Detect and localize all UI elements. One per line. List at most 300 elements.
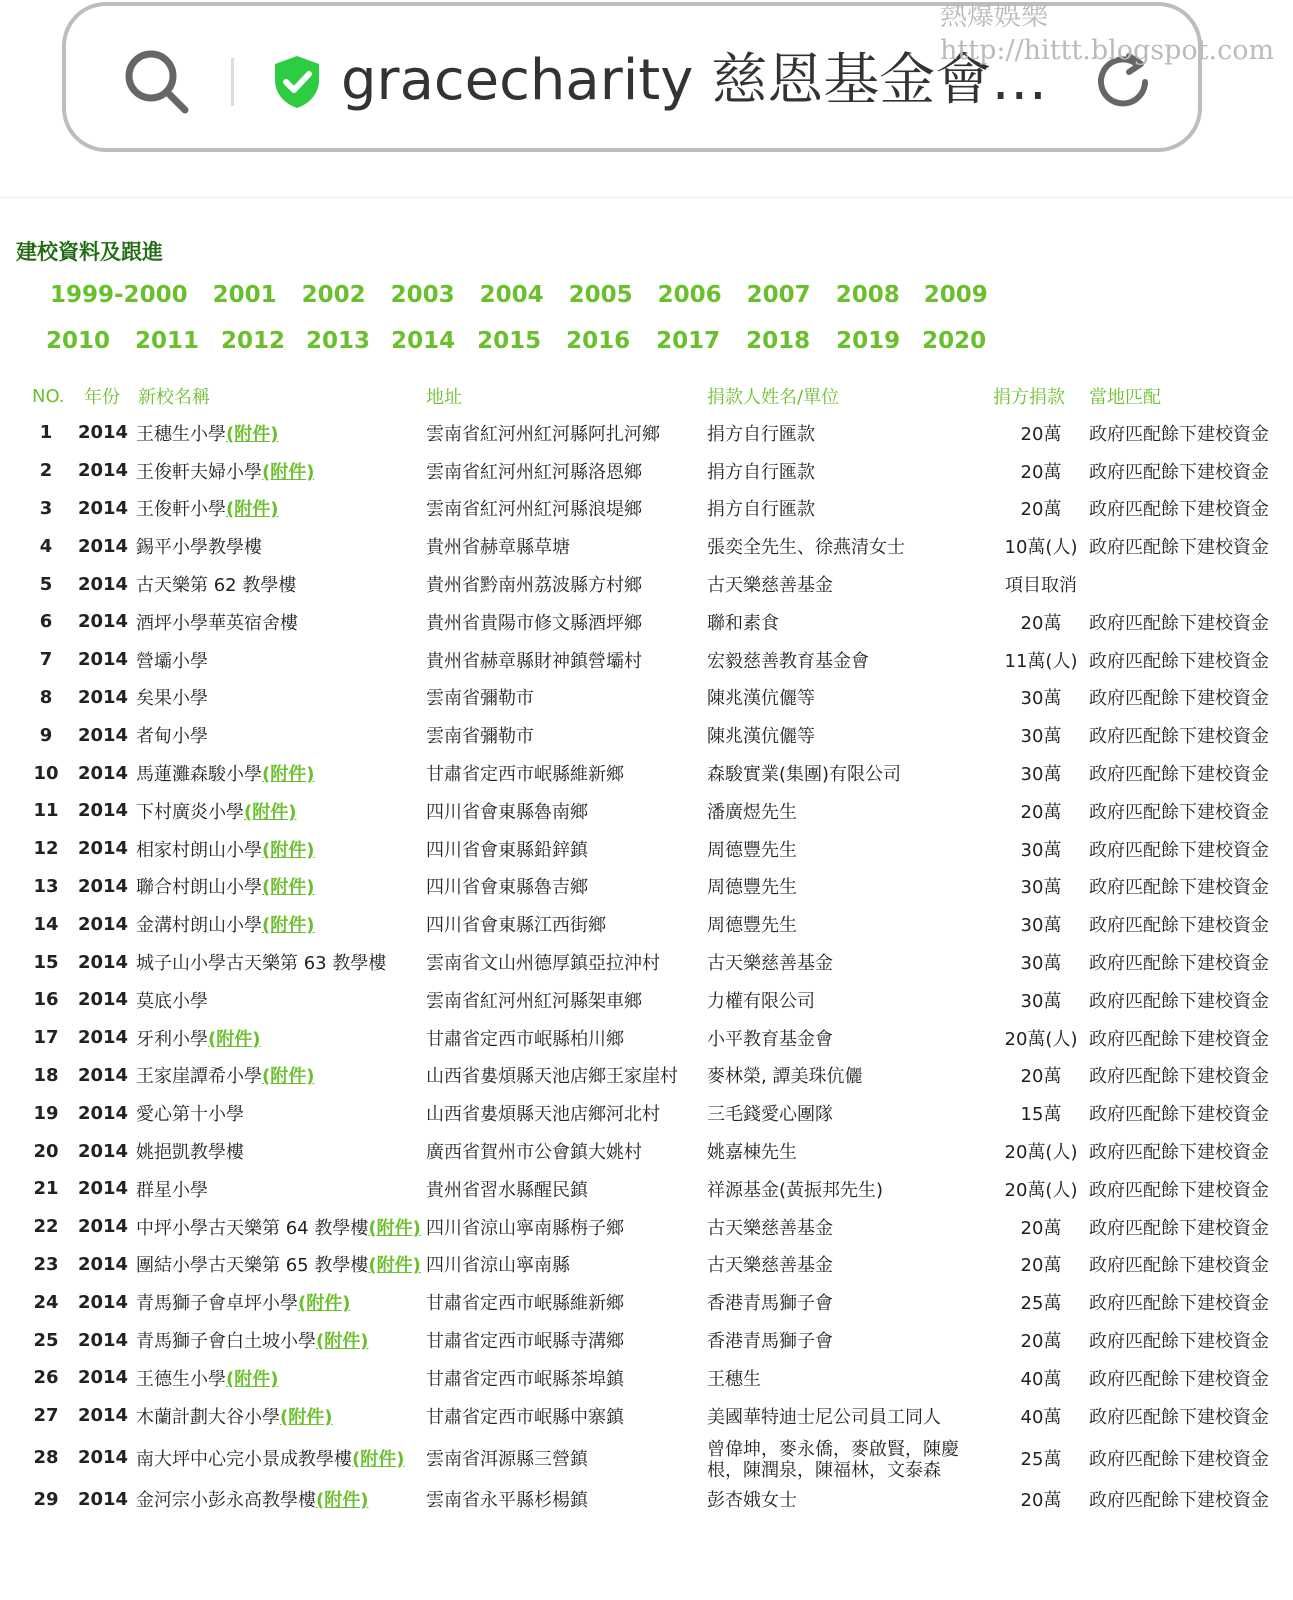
- row-amount: 20萬: [1020, 1217, 1062, 1239]
- school-name-text: 城子山小學古天樂第 63 教學樓: [136, 953, 387, 975]
- row-year: 2014: [77, 497, 129, 519]
- school-name-text: 酒坪小學華英宿舍樓: [136, 612, 298, 634]
- school-name-text: 王家崖譚希小學: [136, 1066, 262, 1088]
- row-number: 22: [33, 1216, 59, 1238]
- row-school-name: [136, 943, 426, 981]
- row-school-name: [136, 679, 426, 717]
- school-name-text: 群星小學: [136, 1179, 208, 1201]
- attachment-link[interactable]: (附件): [262, 764, 315, 786]
- year-link-2010[interactable]: 2010: [46, 328, 111, 354]
- attachment-link[interactable]: (附件): [352, 1448, 405, 1470]
- school-name-text: 王穗生小學: [136, 423, 226, 445]
- row-match: 政府匹配餘下建校資金: [1089, 612, 1269, 634]
- row-number: 13: [33, 875, 59, 897]
- row-year: 2014: [77, 1027, 129, 1049]
- school-name-text: 團結小學古天樂第 65 教學樓: [136, 1255, 369, 1277]
- attachment-link[interactable]: (附件): [226, 423, 279, 445]
- row-donor: 力權有限公司: [707, 990, 815, 1012]
- row-number: 15: [33, 951, 59, 973]
- row-match: 政府匹配餘下建校資金: [1089, 953, 1269, 975]
- year-link-2009[interactable]: 2009: [923, 282, 988, 308]
- row-school-name: [136, 981, 426, 1019]
- row-donor: 潘廣煜先生: [707, 801, 797, 823]
- row-amount: 20萬(人): [1004, 1142, 1078, 1164]
- year-links-row-1: [50, 282, 988, 308]
- row-school-name: [136, 1170, 426, 1208]
- row-number: 11: [33, 800, 59, 822]
- school-table: [22, 378, 1269, 1518]
- row-address: 雲南省紅河州紅河縣架車鄉: [426, 990, 642, 1012]
- watermark-url: http://hittt.blogspot.com: [940, 35, 1275, 66]
- row-school-name: [136, 1208, 426, 1246]
- year-link-2017[interactable]: 2017: [656, 328, 721, 354]
- row-year: 2014: [77, 573, 129, 595]
- row-match: 政府匹配餘下建校資金: [1089, 688, 1269, 710]
- year-link-2011[interactable]: 2011: [135, 328, 200, 354]
- row-donor: 古天樂慈善基金: [707, 575, 833, 597]
- row-donor: 彭杏娥女士: [707, 1490, 797, 1512]
- row-amount: 20萬: [1020, 423, 1062, 445]
- row-address: 甘肅省定西市岷縣維新鄉: [426, 764, 624, 786]
- row-school-name: [136, 1283, 426, 1321]
- row-school-name: [136, 603, 426, 641]
- row-address: 四川省會東縣魯南鄉: [426, 801, 588, 823]
- row-number: 8: [39, 686, 53, 708]
- row-year: 2014: [77, 686, 129, 708]
- row-amount: 20萬: [1020, 801, 1062, 823]
- row-address: 甘肅省定西市岷縣維新鄉: [426, 1293, 624, 1315]
- row-amount: 20萬: [1020, 499, 1062, 521]
- col-header-school-name: 新校名稱: [138, 387, 210, 408]
- row-number: 18: [33, 1064, 59, 1086]
- row-school-name: [136, 1132, 426, 1170]
- row-donor: 周德豐先生: [707, 915, 797, 937]
- table-row: [22, 527, 1269, 565]
- row-address: 廣西省賀州市公會鎮大姚村: [426, 1142, 642, 1164]
- row-number: 20: [33, 1140, 59, 1162]
- row-amount: 30萬: [1020, 839, 1062, 861]
- row-number: 4: [39, 535, 53, 557]
- row-amount: 20萬: [1020, 612, 1062, 634]
- row-match: 政府匹配餘下建校資金: [1089, 537, 1269, 559]
- school-name-text: 聯合村朗山小學: [136, 877, 262, 899]
- row-number: 2: [39, 460, 53, 482]
- row-address: 山西省婁煩縣天池店鄉王家崖村: [426, 1066, 678, 1088]
- year-link-2016[interactable]: 2016: [566, 328, 631, 354]
- attachment-link[interactable]: (附件): [316, 1331, 369, 1353]
- row-year: 2014: [77, 838, 129, 860]
- row-number: 26: [33, 1367, 59, 1389]
- row-school-name: [136, 527, 426, 565]
- row-school-name: [136, 1019, 426, 1057]
- school-name-text: 錫平小學教學樓: [136, 537, 262, 559]
- row-donor: 古天樂慈善基金: [707, 953, 833, 975]
- row-year: 2014: [77, 1291, 129, 1313]
- attachment-link[interactable]: (附件): [226, 499, 279, 521]
- row-match: 政府匹配餘下建校資金: [1089, 877, 1269, 899]
- row-address: 山西省婁煩縣天池店鄉河北村: [426, 1104, 660, 1126]
- row-match: 政府匹配餘下建校資金: [1089, 1255, 1269, 1277]
- school-name-text: 下村廣炎小學: [136, 801, 244, 823]
- school-name-text: 金溝村朗山小學: [136, 915, 262, 937]
- table-header-row: [22, 378, 1269, 414]
- row-match: 政府匹配餘下建校資金: [1089, 990, 1269, 1012]
- row-amount: 20萬: [1020, 461, 1062, 483]
- row-school-name: [136, 716, 426, 754]
- school-name-text: 王俊軒小學: [136, 499, 226, 521]
- row-amount: 10萬(人): [1004, 537, 1078, 559]
- year-link-2008[interactable]: 2008: [835, 282, 900, 308]
- table-row: [22, 792, 1269, 830]
- col-header-no: NO.: [32, 385, 65, 407]
- table-row: [22, 1170, 1269, 1208]
- row-number: 10: [33, 762, 59, 784]
- school-name-text: 相家村朗山小學: [136, 839, 262, 861]
- row-year: 2014: [77, 800, 129, 822]
- row-amount: 40萬: [1020, 1406, 1062, 1428]
- row-match: 政府匹配餘下建校資金: [1089, 461, 1269, 483]
- row-school-name: [136, 1397, 426, 1435]
- year-link-2012[interactable]: 2012: [221, 328, 286, 354]
- row-donor: 麥林榮, 譚美珠伉儷: [707, 1066, 863, 1088]
- row-year: 2014: [77, 951, 129, 973]
- row-address: 四川省涼山寧南縣: [426, 1255, 570, 1277]
- attachment-link[interactable]: (附件): [298, 1293, 351, 1315]
- row-number: 14: [33, 913, 59, 935]
- url-bar-divider: [231, 58, 234, 106]
- table-row: [22, 452, 1269, 490]
- row-match: 政府匹配餘下建校資金: [1089, 726, 1269, 748]
- row-number: 28: [33, 1447, 59, 1469]
- table-row: [22, 716, 1269, 754]
- row-address: 貴州省黔南州荔波縣方村鄉: [426, 575, 642, 597]
- row-amount: 11萬(人): [1004, 650, 1078, 672]
- row-year: 2014: [77, 875, 129, 897]
- table-row: [22, 490, 1269, 528]
- row-amount: 20萬: [1020, 1255, 1062, 1277]
- row-school-name: [136, 1435, 426, 1481]
- year-link-2019[interactable]: 2019: [836, 328, 901, 354]
- row-number: 12: [33, 838, 59, 860]
- row-amount: 30萬: [1020, 877, 1062, 899]
- row-address: 四川省涼山寧南縣栴子鄉: [426, 1217, 624, 1239]
- row-number: 1: [39, 422, 53, 444]
- row-donor: 捐方自行匯款: [707, 423, 815, 445]
- row-amount: 25萬: [1020, 1293, 1062, 1315]
- school-name-text: 馬蓮灘森駿小學: [136, 764, 262, 786]
- table-row: [22, 1481, 1269, 1519]
- watermark: [940, 0, 1274, 68]
- school-name-text: 營壩小學: [136, 650, 208, 672]
- table-row: [22, 603, 1269, 641]
- row-donor: 香港青馬獅子會: [707, 1331, 833, 1353]
- row-school-name: [136, 792, 426, 830]
- row-address: 四川省會東縣魯吉鄉: [426, 877, 588, 899]
- row-amount: 30萬: [1020, 764, 1062, 786]
- row-amount: 15萬: [1020, 1104, 1062, 1126]
- row-address: 雲南省洱源縣三營鎮: [426, 1448, 588, 1470]
- row-amount: 30萬: [1020, 953, 1062, 975]
- attachment-link[interactable]: (附件): [262, 839, 315, 861]
- row-school-name: [136, 1094, 426, 1132]
- row-address: 雲南省彌勒市: [426, 688, 534, 710]
- row-school-name: [136, 1321, 426, 1359]
- row-address: 貴州省赫章縣財神鎮營壩村: [426, 650, 642, 672]
- attachment-link[interactable]: (附件): [226, 1368, 279, 1390]
- row-donor: 聯和素食: [707, 612, 779, 634]
- watermark-title: 熱爆娛樂: [940, 1, 1048, 32]
- row-number: 24: [33, 1291, 59, 1313]
- table-row: [22, 868, 1269, 906]
- table-row: [22, 565, 1269, 603]
- row-year: 2014: [77, 1488, 129, 1510]
- col-header-address: 地址: [426, 387, 462, 408]
- table-row: [22, 1321, 1269, 1359]
- row-donor: 陳兆漢伉儷等: [707, 688, 815, 710]
- row-number: 6: [39, 611, 53, 633]
- table-row: [22, 981, 1269, 1019]
- row-school-name: [136, 1481, 426, 1519]
- row-school-name: [136, 868, 426, 906]
- row-year: 2014: [77, 1216, 129, 1238]
- school-name-text: 莫底小學: [136, 990, 208, 1012]
- row-match: 政府匹配餘下建校資金: [1089, 1179, 1269, 1201]
- row-amount: 30萬: [1020, 688, 1062, 710]
- attachment-link[interactable]: (附件): [316, 1490, 369, 1512]
- row-number: 23: [33, 1253, 59, 1275]
- school-name-text: 牙利小學: [136, 1028, 208, 1050]
- row-school-name: [136, 830, 426, 868]
- row-year: 2014: [77, 422, 129, 444]
- row-year: 2014: [77, 989, 129, 1011]
- school-name-text: 青馬獅子會卓坪小學: [136, 1293, 298, 1315]
- table-row: [22, 679, 1269, 717]
- table-row: [22, 1057, 1269, 1095]
- year-link-2003[interactable]: 2003: [390, 282, 455, 308]
- row-match: 政府匹配餘下建校資金: [1089, 801, 1269, 823]
- row-number: 27: [33, 1405, 59, 1427]
- row-match: 政府匹配餘下建校資金: [1089, 650, 1269, 672]
- row-amount: 項目取消: [1005, 575, 1077, 597]
- row-match: 政府匹配餘下建校資金: [1089, 764, 1269, 786]
- row-number: 16: [33, 989, 59, 1011]
- school-name-text: 姚挹凱教學樓: [136, 1142, 244, 1164]
- row-address: 甘肅省定西市岷縣茶埠鎮: [426, 1368, 624, 1390]
- year-links-row-2: [46, 328, 986, 354]
- row-school-name: [136, 1057, 426, 1095]
- row-match: 政府匹配餘下建校資金: [1089, 1368, 1269, 1390]
- year-link-2018[interactable]: 2018: [746, 328, 811, 354]
- school-name-text: 南大坪中心完小景成教學樓: [136, 1448, 352, 1470]
- row-donor: 古天樂慈善基金: [707, 1255, 833, 1277]
- row-donor: 三毛錢愛心團隊: [707, 1104, 833, 1126]
- col-header-match: 當地匹配: [1089, 387, 1161, 408]
- row-address: 四川省會東縣鉛鋅鎮: [426, 839, 588, 861]
- year-link-2004[interactable]: 2004: [479, 282, 544, 308]
- row-year: 2014: [77, 1253, 129, 1275]
- row-donor: 周德豐先生: [707, 839, 797, 861]
- school-name-text: 者甸小學: [136, 726, 208, 748]
- table-row: [22, 414, 1269, 452]
- row-school-name: [136, 414, 426, 452]
- row-match: 政府匹配餘下建校資金: [1089, 499, 1269, 521]
- table-row: [22, 943, 1269, 981]
- row-match: 政府匹配餘下建校資金: [1089, 1293, 1269, 1315]
- row-year: 2014: [77, 1329, 129, 1351]
- row-year: 2014: [77, 1178, 129, 1200]
- row-match: 政府匹配餘下建校資金: [1089, 915, 1269, 937]
- row-number: 25: [33, 1329, 59, 1351]
- row-donor: 香港青馬獅子會: [707, 1293, 833, 1315]
- row-donor: 王穗生: [707, 1368, 761, 1390]
- row-amount: 20萬(人): [1004, 1179, 1078, 1201]
- row-number: 17: [33, 1027, 59, 1049]
- school-name-text: 中坪小學古天樂第 64 教學樓: [136, 1217, 369, 1239]
- row-number: 19: [33, 1102, 59, 1124]
- school-name-text: 青馬獅子會白土坡小學: [136, 1331, 316, 1353]
- year-link-2006[interactable]: 2006: [657, 282, 722, 308]
- row-year: 2014: [77, 535, 129, 557]
- row-amount: 20萬: [1020, 1490, 1062, 1512]
- row-year: 2014: [77, 762, 129, 784]
- attachment-link[interactable]: (附件): [368, 1217, 421, 1239]
- attachment-link[interactable]: (附件): [262, 915, 315, 937]
- attachment-link[interactable]: (附件): [368, 1255, 421, 1277]
- row-match: 政府匹配餘下建校資金: [1089, 839, 1269, 861]
- table-row: [22, 1132, 1269, 1170]
- attachment-link[interactable]: (附件): [280, 1406, 333, 1428]
- attachment-link[interactable]: (附件): [262, 461, 315, 483]
- row-address: 甘肅省定西市岷縣中寨鎮: [426, 1406, 624, 1428]
- row-match: 政府匹配餘下建校資金: [1089, 1448, 1269, 1470]
- row-year: 2014: [77, 1405, 129, 1427]
- url-text[interactable]: gracecharity 慈恩基金會…: [341, 48, 1048, 113]
- row-match: 政府匹配餘下建校資金: [1089, 1406, 1269, 1428]
- row-school-name: [136, 565, 426, 603]
- row-amount: 20萬(人): [1004, 1028, 1078, 1050]
- year-link-2013[interactable]: 2013: [306, 328, 371, 354]
- table-row: [22, 1435, 1269, 1481]
- row-address: 雲南省紅河州紅河縣洛恩鄉: [426, 461, 642, 483]
- row-school-name: [136, 452, 426, 490]
- row-match: 政府匹配餘下建校資金: [1089, 1066, 1269, 1088]
- row-number: 7: [39, 649, 53, 671]
- row-address: 甘肅省定西市岷縣寺溝鄉: [426, 1331, 624, 1353]
- row-year: 2014: [77, 1102, 129, 1124]
- attachment-link[interactable]: (附件): [208, 1028, 261, 1050]
- year-link-2001[interactable]: 2001: [212, 282, 277, 308]
- row-address: 雲南省紅河州紅河縣浪堤鄉: [426, 499, 642, 521]
- row-year: 2014: [77, 1367, 129, 1389]
- row-year: 2014: [77, 913, 129, 935]
- section-title: 建校資料及跟進: [16, 240, 163, 264]
- search-icon[interactable]: [121, 46, 191, 116]
- row-donor: 張奕全先生、徐燕清女士: [707, 537, 905, 559]
- row-address: 雲南省彌勒市: [426, 726, 534, 748]
- row-number: 21: [33, 1178, 59, 1200]
- attachment-link[interactable]: (附件): [262, 1066, 315, 1088]
- row-donor: 周德豐先生: [707, 877, 797, 899]
- year-link-2015[interactable]: 2015: [477, 328, 542, 354]
- row-match: 政府匹配餘下建校資金: [1089, 1104, 1269, 1126]
- row-donor: 捐方自行匯款: [707, 499, 815, 521]
- table-row: [22, 1359, 1269, 1397]
- secure-shield-icon: [271, 54, 323, 110]
- table-row: [22, 754, 1269, 792]
- table-row: [22, 1094, 1269, 1132]
- year-link-2005[interactable]: 2005: [568, 282, 633, 308]
- year-link-2002[interactable]: 2002: [301, 282, 366, 308]
- row-year: 2014: [77, 1447, 129, 1469]
- row-donor: 姚嘉棟先生: [707, 1142, 797, 1164]
- year-link-2020[interactable]: 2020: [922, 328, 987, 354]
- row-amount: 20萬: [1020, 1331, 1062, 1353]
- row-match: 政府匹配餘下建校資金: [1089, 1331, 1269, 1353]
- row-number: 9: [39, 724, 53, 746]
- row-school-name: [136, 905, 426, 943]
- table-row: [22, 641, 1269, 679]
- row-match: 政府匹配餘下建校資金: [1089, 1490, 1269, 1512]
- row-school-name: [136, 1246, 426, 1284]
- row-donor: 古天樂慈善基金: [707, 1217, 833, 1239]
- school-name-text: 王德生小學: [136, 1368, 226, 1390]
- row-amount: 30萬: [1020, 990, 1062, 1012]
- col-header-amount: 捐方捐款: [993, 387, 1065, 408]
- row-school-name: [136, 641, 426, 679]
- row-address: 雲南省文山州德厚鎮亞拉沖村: [426, 953, 660, 975]
- year-link-1999-2000[interactable]: 1999-2000: [50, 282, 188, 308]
- row-match: 政府匹配餘下建校資金: [1089, 1028, 1269, 1050]
- row-donor: 陳兆漢伉儷等: [707, 726, 815, 748]
- attachment-link[interactable]: (附件): [244, 801, 297, 823]
- row-amount: 40萬: [1020, 1368, 1062, 1390]
- row-address: 貴州省貴陽市修文縣酒坪鄉: [426, 612, 642, 634]
- school-name-text: 古天樂第 62 教學樓: [136, 575, 297, 597]
- school-name-text: 金河宗小彭永高教學樓: [136, 1490, 316, 1512]
- row-address: 雲南省永平縣杉楊鎮: [426, 1490, 588, 1512]
- row-year: 2014: [77, 1064, 129, 1086]
- table-row: [22, 830, 1269, 868]
- row-donor: 宏毅慈善教育基金會: [707, 650, 869, 672]
- row-address: 雲南省紅河州紅河縣阿扎河鄉: [426, 423, 660, 445]
- table-row: [22, 1246, 1269, 1284]
- year-link-2014[interactable]: 2014: [391, 328, 456, 354]
- school-name-text: 愛心第十小學: [136, 1104, 244, 1126]
- row-match: 政府匹配餘下建校資金: [1089, 1142, 1269, 1164]
- school-name-text: 矣果小學: [136, 688, 208, 710]
- row-address: 貴州省習水縣醒民鎮: [426, 1179, 588, 1201]
- table-row: [22, 1019, 1269, 1057]
- header-separator: [0, 197, 1293, 198]
- row-donor: 祥源基金(黃振邦先生): [707, 1179, 884, 1201]
- row-number: 5: [39, 573, 53, 595]
- row-number: 3: [39, 497, 53, 519]
- row-year: 2014: [77, 649, 129, 671]
- school-name-text: 王俊軒夫婦小學: [136, 461, 262, 483]
- school-name-text: 木蘭計劃大谷小學: [136, 1406, 280, 1428]
- col-header-year: 年份: [84, 387, 120, 408]
- attachment-link[interactable]: (附件): [262, 877, 315, 899]
- table-row: [22, 1283, 1269, 1321]
- row-year: 2014: [77, 1140, 129, 1162]
- row-amount: 20萬: [1020, 1066, 1062, 1088]
- row-address: 貴州省赫章縣草塘: [426, 537, 570, 559]
- row-number: 29: [33, 1488, 59, 1510]
- row-year: 2014: [77, 611, 129, 633]
- row-address: 四川省會東縣江西街鄉: [426, 915, 606, 937]
- year-link-2007[interactable]: 2007: [746, 282, 811, 308]
- row-amount: 30萬: [1020, 915, 1062, 937]
